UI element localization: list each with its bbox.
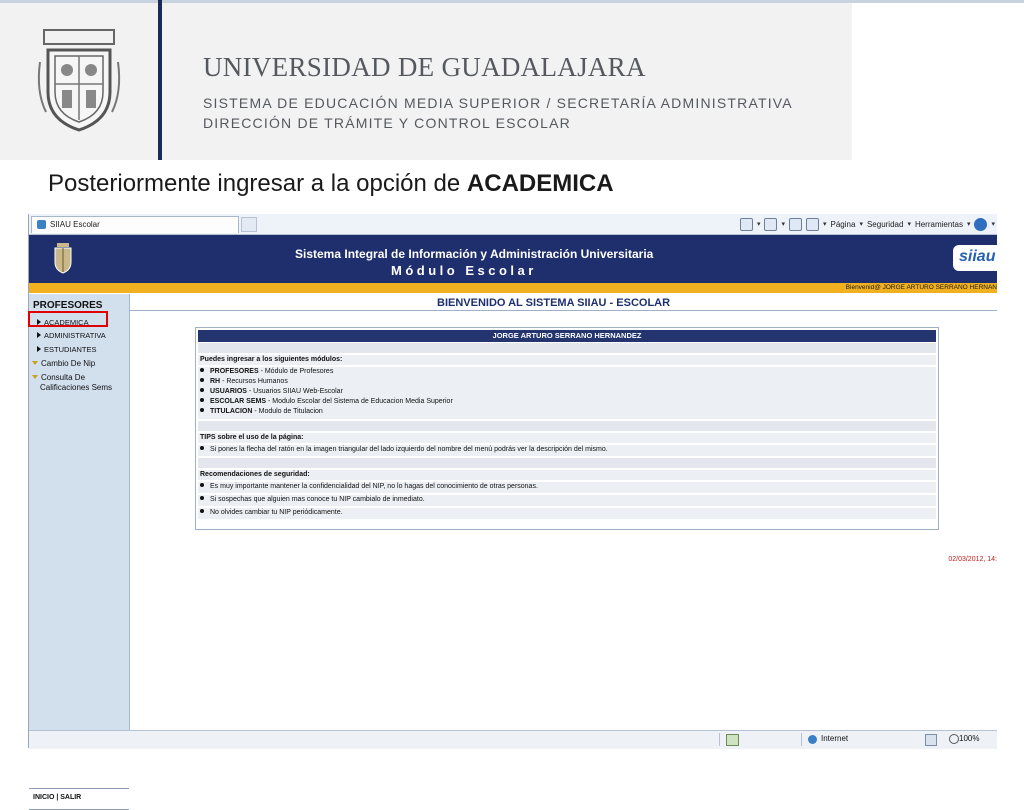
- home-icon[interactable]: [740, 218, 753, 231]
- mail-icon[interactable]: [789, 218, 802, 231]
- security-row: [198, 508, 936, 519]
- slide-caption: [48, 170, 614, 198]
- module-item: USUARIOS - Usuarios SIIAU Web-Escolar: [200, 387, 343, 397]
- module-item: RH - Recursos Humanos: [200, 377, 288, 387]
- module-item: ESCOLAR SEMS - Modulo Escolar del Sistema de Educacion Media Superior: [200, 397, 453, 407]
- tips-heading-row: [198, 433, 936, 443]
- expand-triangle-icon[interactable]: [37, 346, 41, 352]
- status-page-icon[interactable]: [726, 734, 739, 746]
- internet-zone-label[interactable]: Internet: [821, 734, 849, 743]
- udg-shield-icon: [54, 242, 72, 274]
- zoom-icon[interactable]: [949, 734, 959, 744]
- system-name: SISTEMA DE EDUCACIÓN MEDIA SUPERIOR: [203, 95, 542, 111]
- bullet-icon: [200, 483, 204, 487]
- sidebar-link-consulta[interactable]: [32, 373, 112, 393]
- security-row: [198, 482, 936, 493]
- bullet-icon: [200, 368, 204, 372]
- tab-title: SIIAU Escolar: [50, 220, 100, 229]
- status-divider: [801, 733, 802, 746]
- help-dropdown-icon[interactable]: ▾: [991, 221, 995, 228]
- browser-screenshot: [28, 214, 997, 801]
- sidebar: [29, 294, 130, 801]
- menu-seguridad[interactable]: Seguridad: [866, 219, 904, 229]
- info-panel: [195, 327, 939, 530]
- bullet-icon: [200, 408, 204, 412]
- tip-item: Si pones la flecha del ratón en la imagen triangular del lado izquierdo del nombre del menú podrás ver la descripción del mismo.: [200, 445, 608, 455]
- welcome-title: BIENVENIDO AL SISTEMA SIIAU - ESCOLAR: [437, 297, 671, 309]
- zoom-level[interactable]: 100%: [959, 734, 980, 743]
- protected-mode-icon[interactable]: [925, 734, 937, 746]
- security-heading-row: [198, 470, 936, 480]
- welcome-text: Bienvenid@ JORGE ARTURO SERRANO HERNAN: [845, 284, 997, 291]
- print-dropdown-icon[interactable]: ▾: [823, 221, 827, 228]
- tips-heading: TIPS sobre el uso de la página:: [200, 434, 304, 441]
- caption-text: Posteriormente ingresar a la opción de: [48, 170, 467, 197]
- seguridad-dropdown-icon[interactable]: ▾: [907, 221, 911, 228]
- sidebar-item-administrativa[interactable]: [37, 331, 106, 340]
- browser-tab[interactable]: [31, 216, 239, 233]
- system-title: Sistema Integral de Información y Administración Universitaria: [295, 247, 654, 261]
- system-line: [203, 95, 793, 111]
- security-row: [198, 495, 936, 506]
- header-divider: [158, 0, 162, 160]
- university-seal-icon: [38, 22, 120, 134]
- module-item: PROFESORES - Módulo de Profesores: [200, 367, 333, 377]
- row-gap: [198, 458, 936, 468]
- sidebar-item-estudiantes[interactable]: [37, 345, 97, 354]
- modules-heading-row: [198, 355, 936, 365]
- modules-list: [198, 367, 936, 419]
- arrow-down-icon: [32, 361, 38, 365]
- system-separator: /: [546, 95, 552, 111]
- security-item: Es muy importante mantener la confidencialidad del NIP, no lo hagas del conocimiento de otras personas.: [200, 482, 538, 492]
- sidebar-link-label: Consulta De: [41, 373, 86, 382]
- menu-herramientas[interactable]: Herramientas: [914, 219, 963, 229]
- herramientas-dropdown-icon[interactable]: ▾: [966, 221, 971, 228]
- datestamp: 02/03/2012, 14:: [948, 556, 997, 563]
- modules-heading: Puedes ingresar a los siguientes módulos:: [200, 356, 343, 363]
- arrow-down-icon: [32, 375, 38, 379]
- header-band-right: [852, 3, 1024, 160]
- feeds-icon[interactable]: [764, 218, 777, 231]
- feeds-dropdown-icon[interactable]: ▾: [781, 221, 785, 228]
- home-dropdown-icon[interactable]: ▾: [756, 221, 761, 228]
- sidebar-link-label-2: Calificaciones Sems: [40, 383, 113, 392]
- bullet-icon: [200, 398, 204, 402]
- favicon-icon: [37, 220, 46, 229]
- bullet-icon: [200, 446, 204, 450]
- siiau-logo: [953, 245, 997, 271]
- row-gap: [198, 421, 936, 431]
- user-name-header: JORGE ARTURO SERRANO HERNANDEZ: [198, 330, 936, 342]
- bullet-icon: [200, 378, 204, 382]
- browser-toolbar: [29, 214, 997, 235]
- new-tab-button[interactable]: [241, 217, 257, 232]
- university-name: UNIVERSIDAD DE GUADALAJARA: [203, 52, 646, 82]
- secretaria-name: SECRETARÍA ADMINISTRATIVA: [556, 95, 793, 111]
- bullet-icon: [200, 496, 204, 500]
- menu-pagina[interactable]: Página: [830, 219, 856, 229]
- status-divider: [719, 733, 720, 746]
- row-gap: [198, 343, 936, 353]
- sidebar-item-label: ADMINISTRATIVA: [44, 331, 106, 340]
- sidebar-section-profesores[interactable]: PROFESORES: [33, 300, 103, 311]
- app-banner: [29, 235, 997, 283]
- title-rule: [129, 310, 997, 311]
- sidebar-item-label: ESTUDIANTES: [44, 345, 97, 354]
- sidebar-link-cambio-nip[interactable]: [32, 359, 95, 369]
- security-item: No olvides cambiar tu NIP periódicamente.: [200, 508, 343, 518]
- tip-row: [198, 445, 936, 456]
- security-heading: Recomendaciones de seguridad:: [200, 471, 310, 478]
- inicio-salir-links[interactable]: INICIO | SALIR: [33, 794, 82, 801]
- direccion-name: DIRECCIÓN DE TRÁMITE Y CONTROL ESCOLAR: [203, 115, 571, 131]
- bullet-icon: [200, 388, 204, 392]
- status-bar: [29, 730, 997, 749]
- security-item: Si sospechas que alguien mas conoce tu NIP cambialo de inmediato.: [200, 495, 425, 505]
- help-icon[interactable]: [974, 218, 987, 231]
- browser-command-bar: [740, 216, 995, 232]
- siiau-logo-text: siiau: [959, 248, 996, 265]
- sidebar-link-label: Cambio De Nip: [41, 359, 96, 368]
- sidebar-item-label: ACADEMICA: [44, 318, 89, 327]
- module-item: TITULACION - Modulo de Titulacion: [200, 407, 323, 417]
- caption-bold: ACADEMICA: [466, 170, 614, 197]
- sidebar-footer: [29, 788, 129, 810]
- internet-zone-icon: [808, 735, 817, 744]
- module-title: Módulo Escolar: [391, 263, 537, 278]
- highlight-box: [28, 311, 108, 327]
- print-icon[interactable]: [806, 218, 819, 231]
- bullet-icon: [200, 509, 204, 513]
- pagina-dropdown-icon[interactable]: ▾: [859, 221, 863, 228]
- expand-triangle-icon[interactable]: [37, 332, 41, 338]
